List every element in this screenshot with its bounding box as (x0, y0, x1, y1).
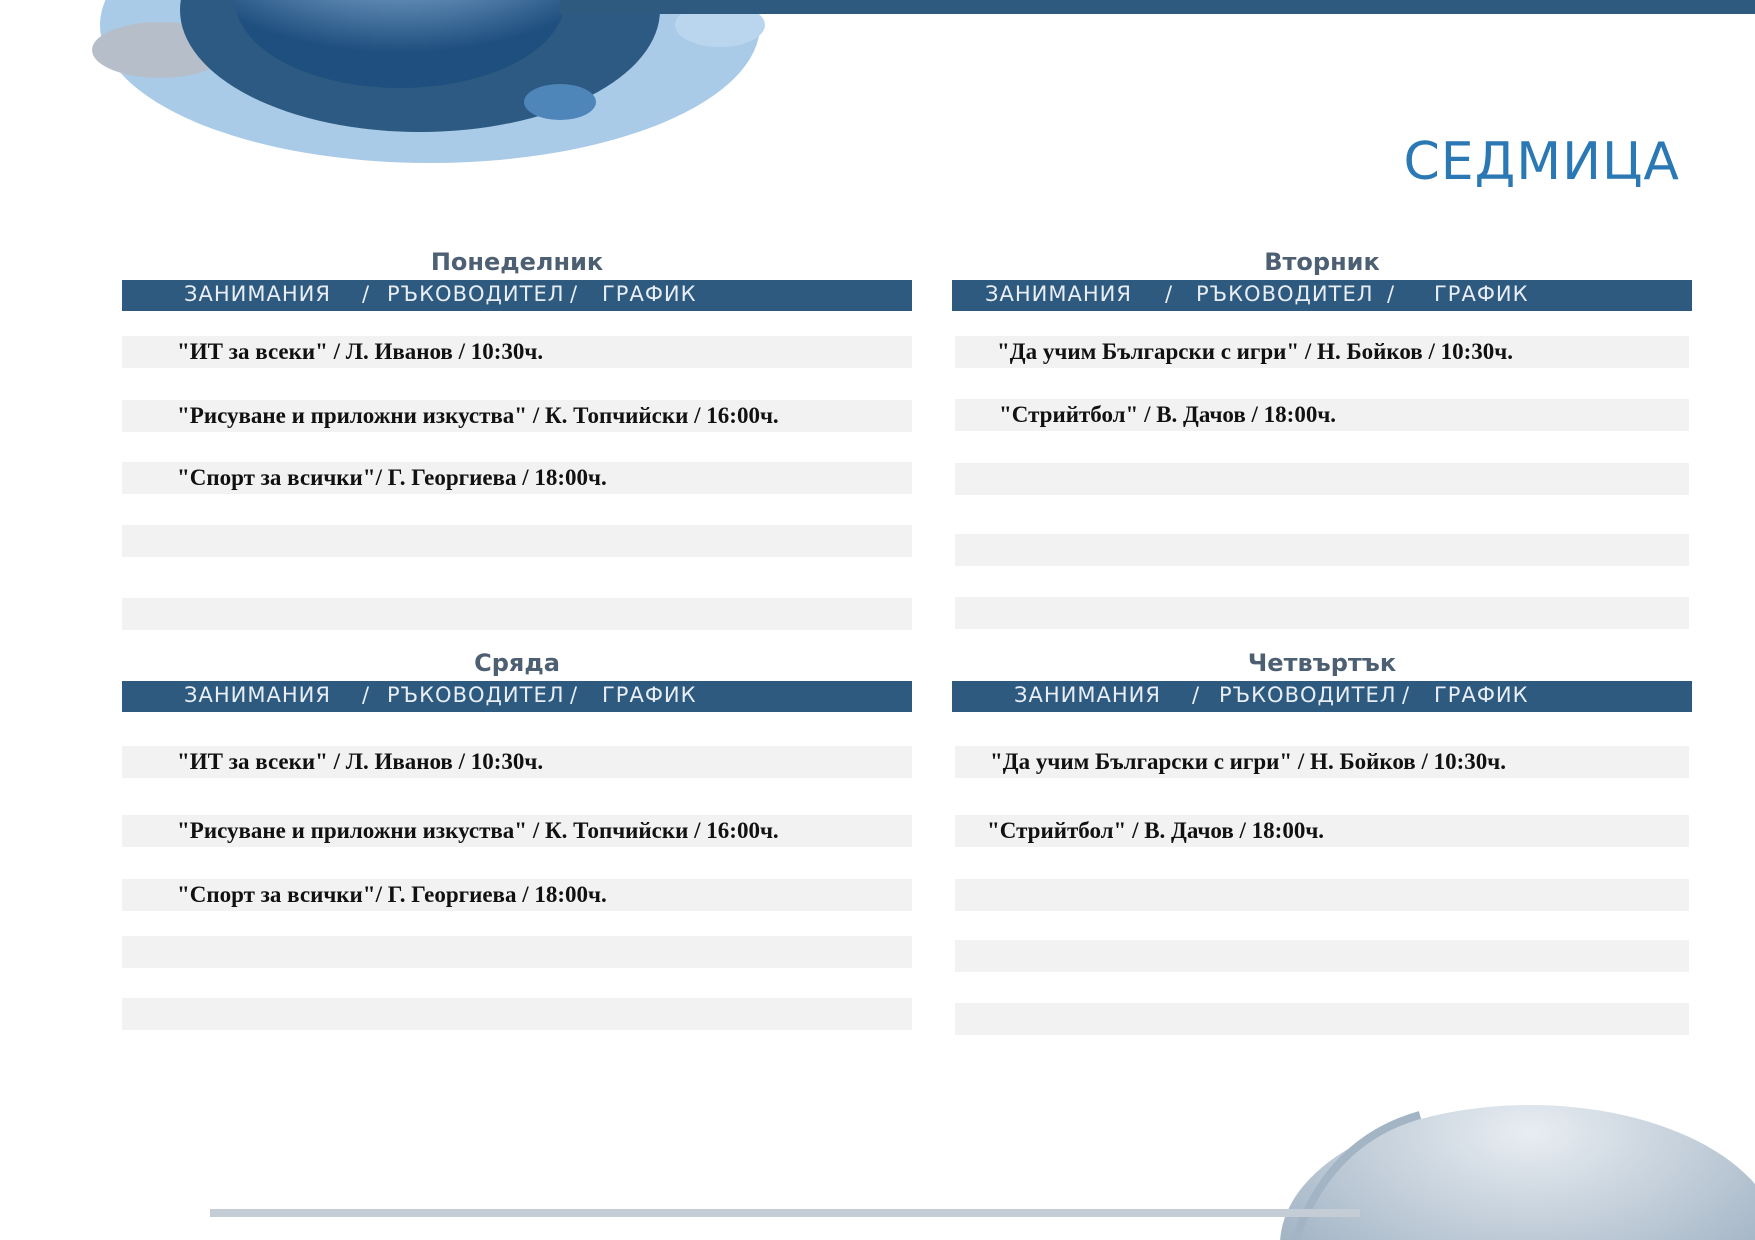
row-text: "Стрийтбол" / В. Дачов / 18:00ч. (987, 818, 1325, 843)
schedule-row (955, 1003, 1689, 1035)
schedule-row (122, 462, 912, 494)
header-activities: ЗАНИМАНИЯ (184, 683, 331, 707)
schedule-row (122, 400, 912, 432)
schedule-row (955, 336, 1689, 368)
schedule-row (955, 534, 1689, 566)
row-text: "Спорт за всички"/ Г. Георгиева / 18:00ч. (177, 882, 607, 907)
day-name: Сряда (474, 649, 560, 677)
bottom-accent-line (210, 1209, 1360, 1217)
schedule-row (955, 597, 1689, 629)
day-name: Понеделник (430, 248, 604, 276)
header-separator: / (1387, 282, 1396, 306)
day-name: Четвъртък (1247, 649, 1397, 677)
schedule-row (955, 746, 1689, 778)
header-schedule: ГРАФИК (1434, 282, 1529, 306)
day-block-tuesday (952, 244, 1692, 634)
row-text: "ИТ за всеки" / Л. Иванов / 10:30ч. (177, 749, 544, 774)
page-title: СЕДМИЦА (1403, 132, 1680, 192)
day-block-thursday (952, 645, 1692, 1035)
header-separator: / (1192, 683, 1201, 707)
schedule-row (955, 879, 1689, 911)
schedule-row (122, 936, 912, 968)
bottom-circle-ornament (1280, 1105, 1755, 1240)
row-text: "Да учим Български с игри" / Н. Бойков / 10:30ч. (997, 339, 1513, 364)
header-schedule: ГРАФИК (602, 683, 697, 707)
table-header-bar (952, 681, 1692, 712)
schedule-row (955, 463, 1689, 495)
schedule-row (122, 879, 912, 911)
schedule-row (122, 598, 912, 630)
row-text: "ИТ за всеки" / Л. Иванов / 10:30ч. (177, 339, 544, 364)
row-text: "Да учим Български с игри" / Н. Бойков / 10:30ч. (990, 749, 1506, 774)
header-activities: ЗАНИМАНИЯ (985, 282, 1132, 306)
row-text: "Стрийтбол" / В. Дачов / 18:00ч. (999, 402, 1337, 427)
day-block-monday (122, 244, 912, 634)
row-text: "Спорт за всички"/ Г. Георгиева / 18:00ч. (177, 465, 607, 490)
top-accent-bar (560, 0, 1755, 14)
header-activities: ЗАНИМАНИЯ (1014, 683, 1161, 707)
schedule-row (122, 525, 912, 557)
day-block-wednesday (122, 645, 912, 1035)
day-name: Вторник (1264, 248, 1380, 276)
top-circle-ornament (92, 0, 765, 163)
row-text: "Рисуване и приложни изкуства" / К. Топчийски / 16:00ч. (177, 818, 779, 843)
header-separator: / (570, 282, 579, 306)
header-leader: РЪКОВОДИТЕЛ (387, 683, 565, 707)
header-leader: РЪКОВОДИТЕЛ (387, 282, 565, 306)
header-separator: / (570, 683, 579, 707)
schedule-row (122, 336, 912, 368)
schedule-row (122, 998, 912, 1030)
header-separator: / (362, 683, 371, 707)
schedule-row (122, 746, 912, 778)
schedule-row (955, 815, 1689, 847)
header-activities: ЗАНИМАНИЯ (184, 282, 331, 306)
header-leader: РЪКОВОДИТЕЛ (1219, 683, 1397, 707)
header-schedule: ГРАФИК (602, 282, 697, 306)
schedule-row (955, 940, 1689, 972)
table-header-bar (122, 280, 912, 311)
header-separator: / (1402, 683, 1411, 707)
header-separator: / (362, 282, 371, 306)
row-text: "Рисуване и приложни изкуства" / К. Топчийски / 16:00ч. (177, 403, 779, 428)
schedule-row (955, 399, 1689, 431)
table-header-bar (952, 280, 1692, 311)
table-header-bar (122, 681, 912, 712)
schedule-row (122, 815, 912, 847)
header-leader: РЪКОВОДИТЕЛ (1196, 282, 1374, 306)
header-separator: / (1165, 282, 1174, 306)
header-schedule: ГРАФИК (1434, 683, 1529, 707)
